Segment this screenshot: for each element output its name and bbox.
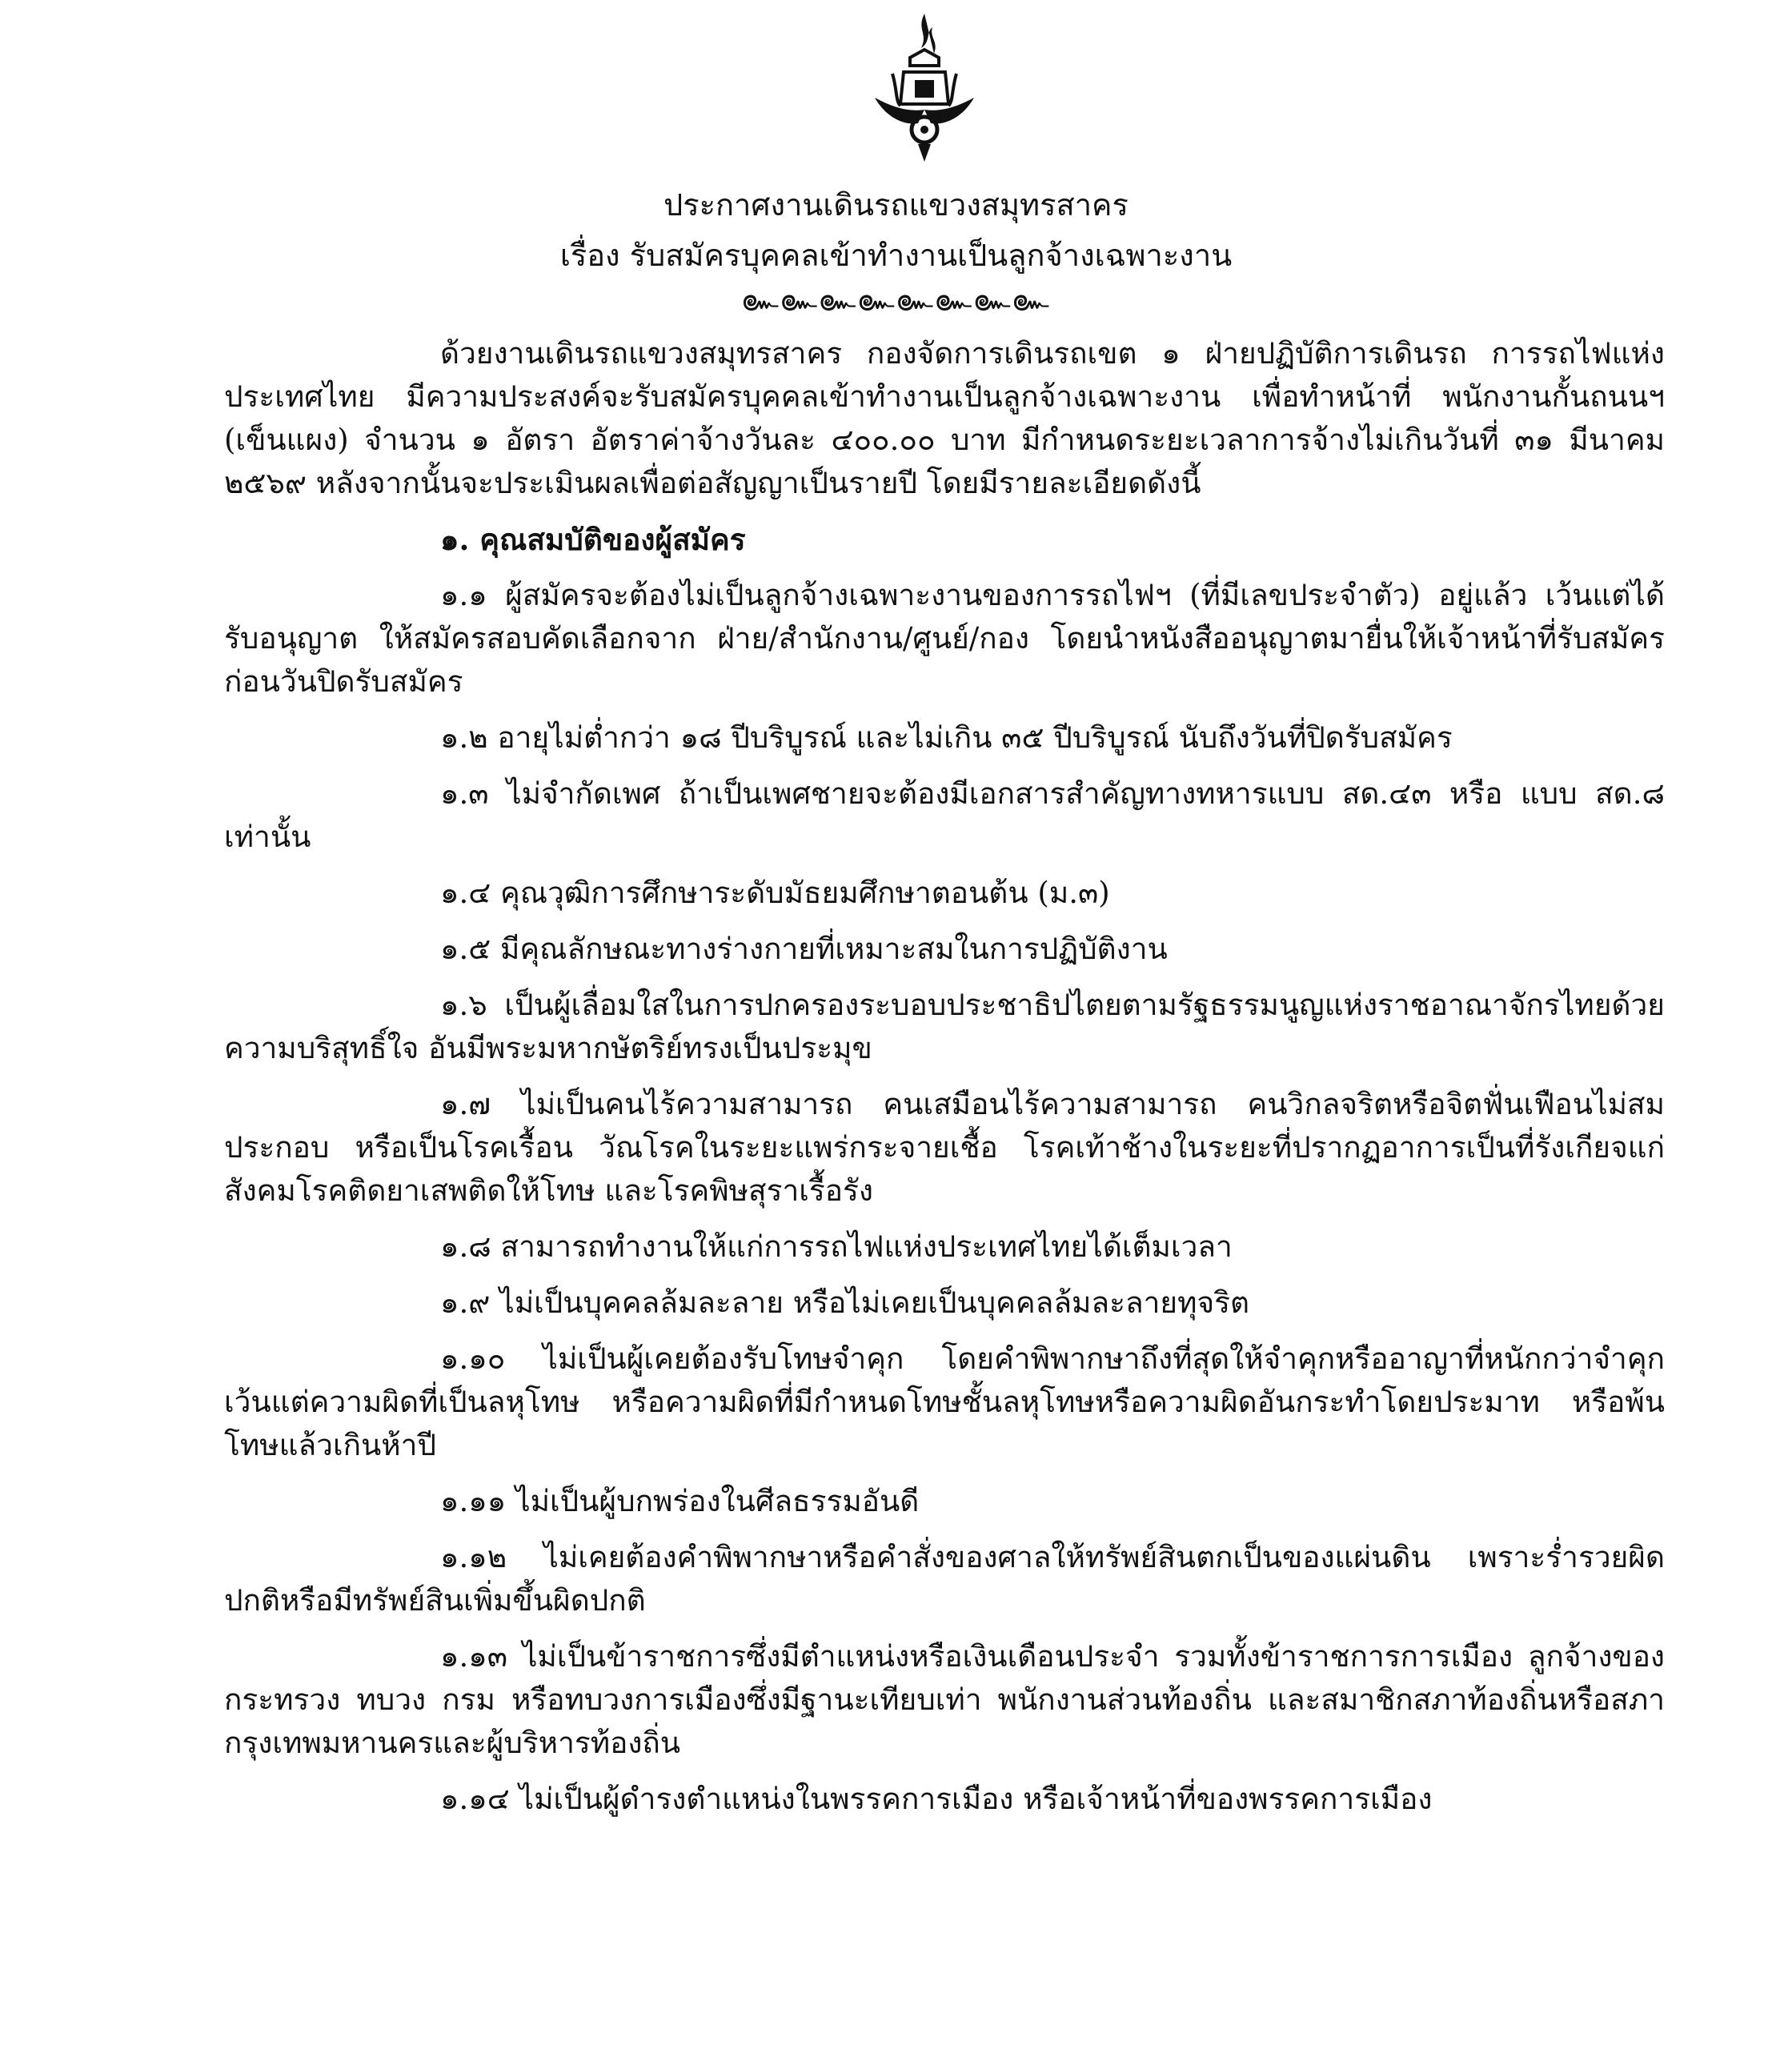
qualification-item: ๑.๙ ไม่เป็นบุคคลล้มละลาย หรือไม่เคยเป็นบุคคลล้มละลายทุจริต <box>440 1285 1250 1320</box>
qualification-item: ๑.๕ มีคุณลักษณะทางร่างกายที่เหมาะสมในการปฏิบัติงาน <box>440 932 1168 966</box>
qualification-item: ๑.๑ ผู้สมัครจะต้องไม่เป็นลูกจ้างเฉพาะงานของการรถไฟฯ (ที่มีเลขประจำตัว) อยู่แล้ว เว้นแต่ได้รับอนุญาต ให้สมัครสอบคัดเลือกจาก ฝ่าย/สำนักงาน/ศูนย์/กอง โดยนำหนังสืออนุญาตมายื่นให้เจ้าหน้าที่รับสมัครก่อนวันปิดรับสมัคร <box>224 578 1665 699</box>
qualification-item: ๑.๑๔ ไม่เป็นผู้ดำรงตำแหน่งในพรรคการเมือง หรือเจ้าหน้าที่ของพรรคการเมือง <box>440 1782 1433 1816</box>
qualification-item: ๑.๘ สามารถทำงานให้แก่การรถไฟแห่งประเทศไทยได้เต็มเวลา <box>440 1229 1233 1264</box>
qualification-item: ๑.๖ เป็นผู้เลื่อมใสในการปกครองระบอบประชาธิปไตยตามรัฐธรรมนูญแห่งราชอาณาจักรไทยด้วยความบริสุทธิ์ใจ อันมีพระมหากษัตริย์ทรงเป็นประมุข <box>224 988 1665 1065</box>
qualification-item: ๑.๑๐ ไม่เป็นผู้เคยต้องรับโทษจำคุก โดยคำพิพากษาถึงที่สุดให้จำคุกหรืออาญาที่หนักกว่าจำคุก เว้นแต่ความผิดที่เป็นลหุโทษ หรือความผิดที่มีกำหนดโทษชั้นลหุโทษหรือความผิดอันกระทำโดยประมาท หรือพ้นโทษแล้วเกินห้าปี <box>224 1341 1665 1462</box>
announcement-subject: เรื่อง รับสมัครบุคคลเข้าทำงานเป็นลูกจ้างเฉพาะงาน <box>559 238 1233 273</box>
document-body <box>224 332 1665 1834</box>
announcement-title: ประกาศงานเดินรถแขวงสมุทรสาคร <box>663 187 1129 223</box>
qualification-item: ๑.๓ ไม่จำกัดเพศ ถ้าเป็นเพศชายจะต้องมีเอกสารสำคัญทางทหารแบบ สด.๔๓ หรือ แบบ สด.๘ เท่านั้น <box>224 776 1665 854</box>
railway-emblem <box>868 10 980 170</box>
qualification-item: ๑.๑๒ ไม่เคยต้องคำพิพากษาหรือคำสั่งของศาลให้ทรัพย์สินตกเป็นของแผ่นดิน เพราะร่ำรวยผิดปกติหรือมีทรัพย์สินเพิ่มขึ้นผิดปกติ <box>224 1540 1665 1618</box>
qualification-item: ๑.๑๑ ไม่เป็นผู้บกพร่องในศีลธรรมอันดี <box>440 1484 920 1518</box>
qualification-item: ๑.๔ คุณวุฒิการศึกษาระดับมัธยมศึกษาตอนต้น (ม.๓) <box>440 876 1110 910</box>
decorative-divider: ๛๛๛๛๛๛๛๛ <box>741 282 1051 319</box>
qualification-item: ๑.๒ อายุไม่ต่ำกว่า ๑๘ ปีบริบูรณ์ และไม่เกิน ๓๕ ปีบริบูรณ์ นับถึงวันที่ปิดรับสมัคร <box>440 720 1453 755</box>
intro-paragraph: ด้วยงานเดินรถแขวงสมุทรสาคร กองจัดการเดินรถเขต ๑ ฝ่ายปฏิบัติการเดินรถ การรถไฟแห่งประเทศไทย มีความประสงค์จะรับสมัครบุคคลเข้าทำงานเป็นลูกจ้างเฉพาะงาน เพื่อทำหน้าที่ พนักงานกั้นถนนฯ (เข็นแผง) จำนวน ๑ อัตรา อัตราค่าจ้างวันละ ๔๐๐.๐๐ บาท มีกำหนดระยะเวลาการจ้างไม่เกินวันที่ ๓๑ มีนาคม ๒๕๖๙ หลังจากนั้นจะประเมินผลเพื่อต่อสัญญาเป็นรายปี โดยมีรายละเอียดดังนี้ <box>224 336 1665 500</box>
section-heading: ๑. คุณสมบัติของผู้สมัคร <box>440 522 746 557</box>
qualification-item: ๑.๗ ไม่เป็นคนไร้ความสามารถ คนเสมือนไร้ความสามารถ คนวิกลจริตหรือจิตฟั่นเฟือนไม่สมประกอบ หรือเป็นโรคเรื้อน วัณโรคในระยะแพร่กระจายเชื้อ โรคเท้าช้างในระยะที่ปรากฏอาการเป็นที่รังเกียจแก่สังคมโรคติดยาเสพติดให้โทษ และโรคพิษสุราเรื้อรัง <box>224 1087 1665 1208</box>
qualification-item: ๑.๑๓ ไม่เป็นข้าราชการซึ่งมีตำแหน่งหรือเงินเดือนประจำ รวมทั้งข้าราชการการเมือง ลูกจ้างของกระทรวง ทบวง กรม หรือทบวงการเมืองซึ่งมีฐานะเทียบเท่า พนักงานส่วนท้องถิ่น และสมาชิกสภาท้องถิ่นหรือสภากรุงเทพมหานครและผู้บริหารท้องถิ่น <box>224 1639 1665 1760</box>
